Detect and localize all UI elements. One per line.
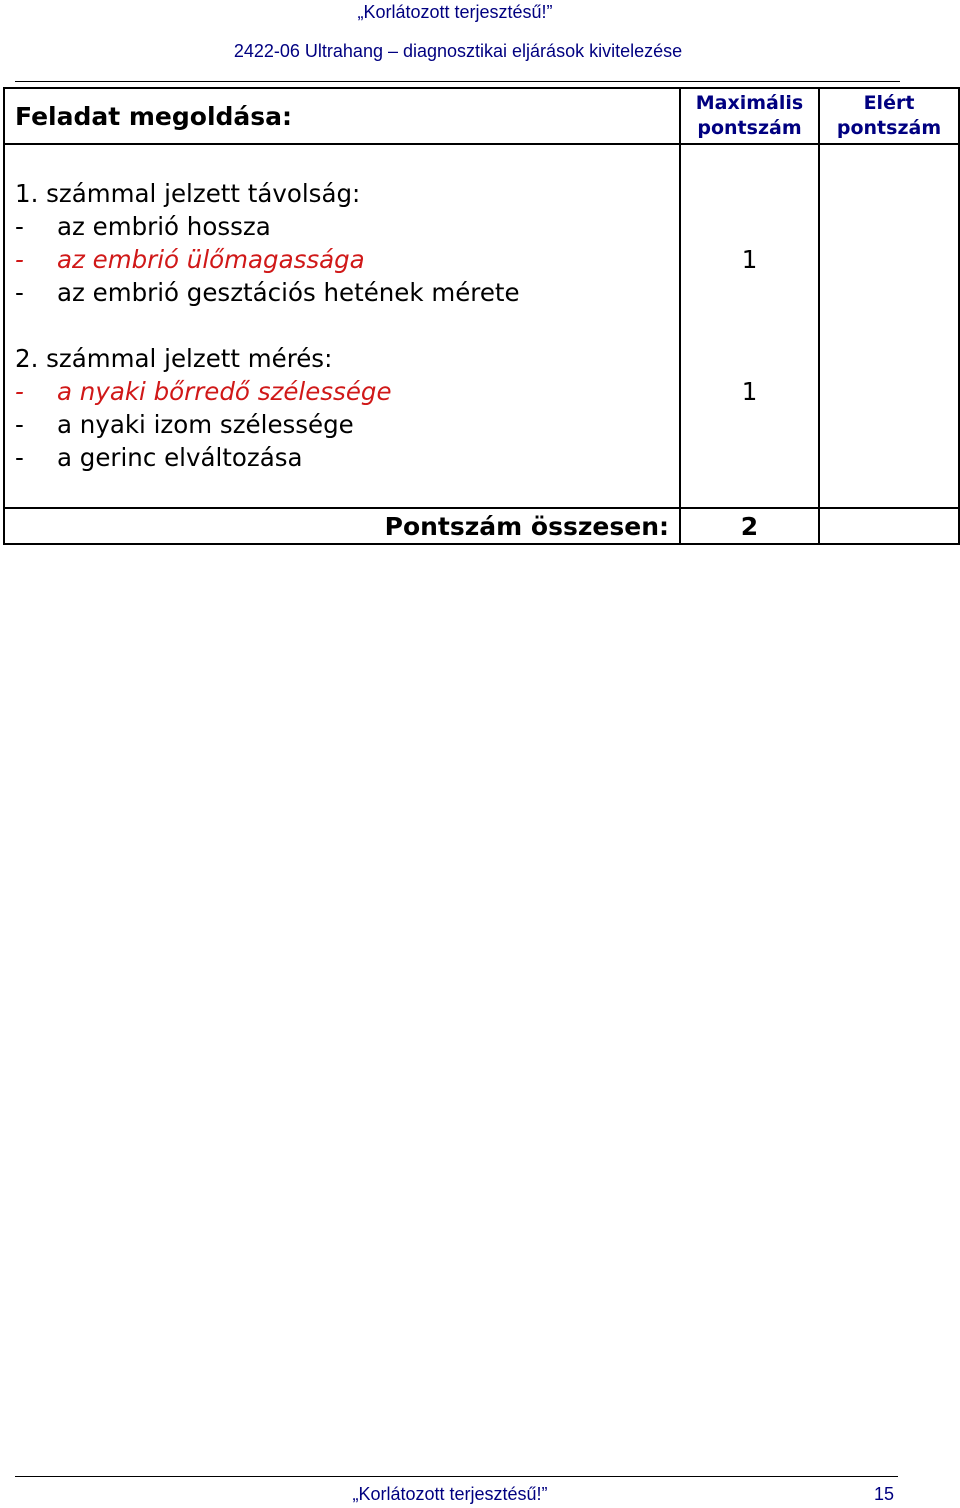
table-header-row bbox=[4, 88, 959, 144]
question-2-title: 2. számmal jelzett mérés: bbox=[15, 344, 333, 373]
question-1 bbox=[15, 177, 520, 309]
max-points-cell bbox=[680, 144, 819, 508]
question-1-option: - az embrió gesztációs hetének mérete bbox=[15, 278, 520, 307]
max-points-header-line1: Maximális bbox=[695, 92, 804, 114]
total-label: Pontszám összesen: bbox=[4, 508, 680, 544]
footer-restricted-notice: „Korlátozott terjesztésű!” bbox=[352, 1484, 548, 1504]
question-1-max-points: 1 bbox=[741, 245, 758, 274]
question-1-title: 1. számmal jelzett távolság: bbox=[15, 179, 361, 208]
question-2 bbox=[15, 342, 392, 474]
achieved-points-cell bbox=[819, 144, 959, 508]
page-number: 15 bbox=[874, 1484, 895, 1504]
total-value: 2 bbox=[680, 508, 819, 544]
table-total-row bbox=[4, 508, 959, 544]
scoring-table bbox=[3, 87, 960, 545]
footer-divider bbox=[15, 1476, 898, 1477]
task-title: Feladat megoldása: bbox=[4, 88, 680, 144]
achieved-points-header-line2: pontszám bbox=[836, 117, 942, 139]
question-2-option: - a nyaki izom szélessége bbox=[15, 410, 354, 439]
question-1-option-correct: - az embrió ülőmagassága bbox=[15, 245, 365, 274]
header-restricted-notice: „Korlátozott terjesztésű!” bbox=[357, 2, 553, 22]
question-2-option-correct: - a nyaki bőrredő szélessége bbox=[15, 377, 392, 406]
question-2-option: - a gerinc elváltozása bbox=[15, 443, 303, 472]
achieved-points-header-line1: Elért bbox=[863, 92, 915, 114]
total-achieved-cell bbox=[819, 508, 959, 544]
answer-cell bbox=[4, 144, 680, 508]
header-divider bbox=[15, 81, 900, 82]
table-body-row bbox=[4, 144, 959, 508]
header-module-title: 2422-06 Ultrahang – diagnosztikai eljárások kivitelezése bbox=[233, 41, 683, 61]
max-points-header bbox=[680, 88, 819, 144]
question-2-max-points: 1 bbox=[741, 377, 758, 406]
achieved-points-header bbox=[819, 88, 959, 144]
max-points-header-line2: pontszám bbox=[697, 117, 802, 139]
question-1-option: - az embrió hossza bbox=[15, 212, 271, 241]
